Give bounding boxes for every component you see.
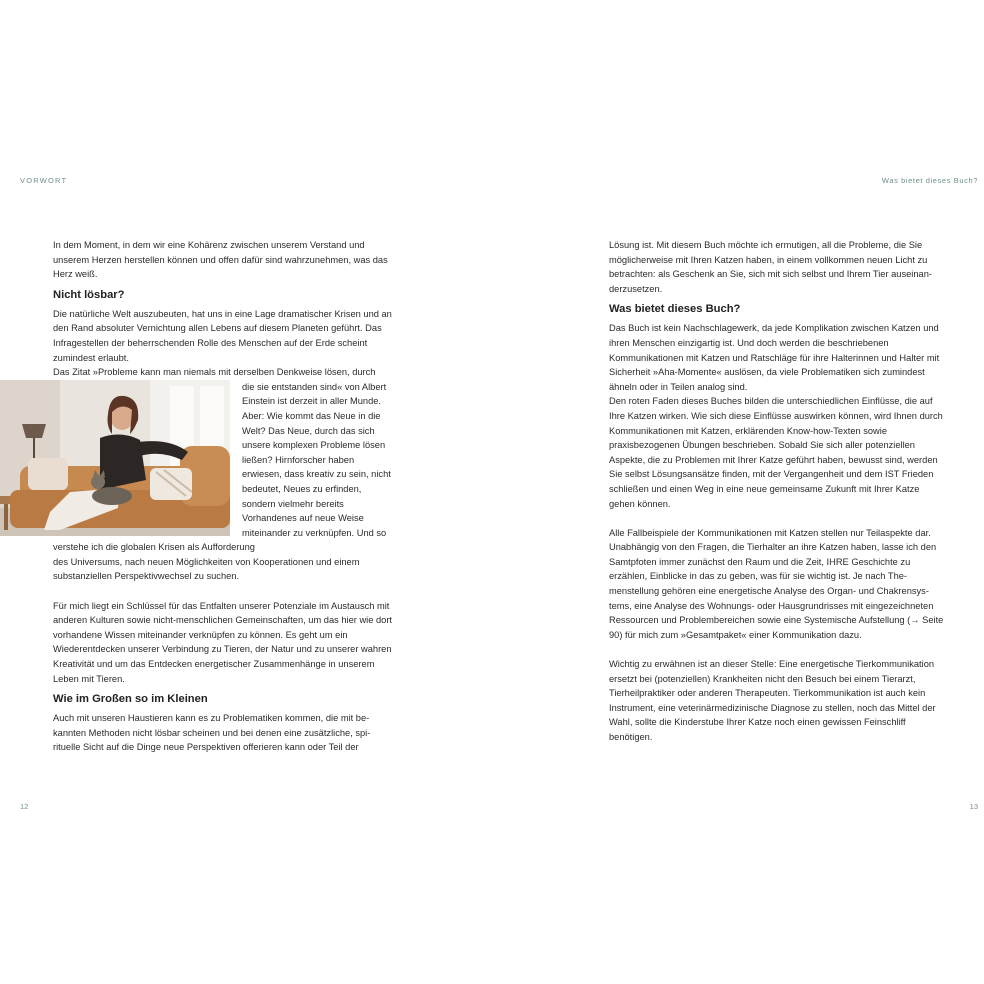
author-photo-illustration	[0, 380, 230, 536]
paragraph: Den roten Faden dieses Buches bilden die unterschiedlichen Einflüsse, die auf Ihre Katzen wirken. Wie sich diese Einflüsse auswirken können, wird Ihnen durch Kommunikationen mit Katzen, erklärenden Know-how-Texten sowie praxisbezogenen Übungen beschrieben. Sobald Sie sich aller potenziellen Aspekte, die zu Problemen mit Ihrer Katze geführt haben, bewusst sind, werden Sie selbst Lösungsansätze finden, mit der Vergangenheit und dem IST Frieden schließen und einen Weg in eine neue gemeinsame Zukunft mit Ihrer Katze gehen können.	[609, 396, 943, 509]
left-page-text	[53, 238, 393, 755]
paragraph: Das Buch ist kein Nachschlagewerk, da jede Komplikation zwischen Katzen und ihren Menschen einzigartig ist. Und doch werden die beschriebenen Kommunikationen mit Katzen und Ratschläge für ihre Halterinnen und Halter mit Sicherheit »Aha-Momente« auslösen, da viele Problematiken sich zumindest ähneln oder in Teilen analog sind.	[609, 323, 940, 392]
running-head-right: Was bietet dieses Buch?	[881, 176, 978, 185]
right-page-text	[609, 238, 947, 745]
paragraph: Wichtig zu erwähnen ist an dieser Stelle: Eine energetische Tierkommunikation ersetzt bei (potenziellen) Krankheiten nicht den Besuch bei einem Tierarzt, Tierheilpraktiker oder anderen Therapeuten. Tierkommunikation ist auch kein Instrument, eine veterinärmedizinische Diagnose zu stellen, noch das Mittel der Wahl, sollte die Kinderstube Ihrer Katze noch einen gewissen Feinschliff benötigen.	[609, 659, 936, 742]
heading-wie-im-grossen: Wie im Großen so im Kleinen	[53, 693, 208, 706]
running-head-left: VORWORT	[20, 176, 68, 185]
author-photo	[0, 380, 230, 536]
page-number-left: 12	[20, 802, 29, 811]
paragraph: Alle Fallbeispiele der Kommunikationen mit Katzen stellen nur Teilaspekte dar. Unabhängig von den Fragen, die Tierhalter an ihre Katzen haben, lasse ich den Samtpfoten immer zunächst den Raum und die Zeit, IHRE Geschichte zu erzählen, Einblicke in das zu geben, was für sie wichtig ist. Je nach Themenstellung gehören eine energetische Analyse des Organ- und Chakrensystems, eine Analyse des Wohnungs- oder Hausgrundrisses mit eingezeichneten Ressourcen und Problembereichen sowie eine Systemische Aufstellung (→ Seite 90) für mich zum »Gesamtpaket« einer Kommunikation dazu.	[609, 527, 944, 640]
paragraph: Für mich liegt ein Schlüssel für das Entfalten unserer Potenziale im Austausch mit anderen Kulturen sowie nicht-menschlichen Gemeinschaften, um das hier wie dort vorhandene Wissen miteinander verknüpfen zu können. Es geht um ein Wiederentdecken unserer Verbindung zu Tieren, der Natur und zu unserer wahren Kreativität und um das Entdecken energetischer Zusammenhänge in unserem Leben mit Tieren.	[53, 600, 392, 684]
heading-nicht-loesbar: Nicht lösbar?	[53, 288, 125, 301]
paragraph: Auch mit unseren Haustieren kann es zu Problematiken kommen, die mit bekannten Methoden nicht lösbar scheinen und bei denen eine zusätzliche, spirituelle Sicht auf die Dinge neue Perspektiven offerieren kann oder Teil der	[53, 713, 371, 753]
paragraph: Lösung ist. Mit diesem Buch möchte ich ermutigen, all die Probleme, die Sie möglicherweise mit Ihren Katzen haben, in einem vollkommen neuen Licht zu betrachten: als Geschenk an Sie, sich mit sich selbst und Ihrem Tier auseinanderzusetzen.	[609, 240, 932, 294]
intro-paragraph: In dem Moment, in dem wir eine Kohärenz zwischen unserem Verstand und unserem Herzen herstellen können und offen dafür sind wahrzunehmen, was das Herz weiß.	[53, 240, 388, 280]
heading-was-bietet: Was bietet dieses Buch?	[609, 303, 741, 316]
image-wrap-block	[53, 380, 393, 555]
paragraph: Die natürliche Welt auszubeuten, hat uns in eine Lage dramatischer Krisen und an den Rand absoluter Vernichtung allen Lebens auf diesem Planeten geführt. Das Infragestellen der beherrschenden Rolle des Menschen auf der Erde scheint zumindest erlaubt.	[53, 308, 392, 363]
page-number-right: 13	[969, 802, 978, 811]
wrapped-paragraph: die sie entstanden sind« von Albert Einstein ist derzeit in aller Munde. Aber: Wie kommt das Neue in die Welt? Das Neue, durch das sich unsere komplexen Probleme lösen ließen? Hirnforscher haben erwiesen, dass kreativ zu sein, nicht bedeutet, Neues zu erfinden, sondern vielmehr bereits Vorhandenes auf neue Weise miteinander zu verknüpfen. Und so verstehe ich die globalen Krisen als Aufforderung	[53, 381, 391, 553]
paragraph: Das Zitat »Probleme kann man niemals mit derselben Denkweise lösen, durch	[53, 367, 376, 378]
paragraph: des Universums, nach neuen Möglichkeiten von Kooperationen und einem substanziellen Perspektivwechsel zu suchen.	[53, 556, 360, 582]
